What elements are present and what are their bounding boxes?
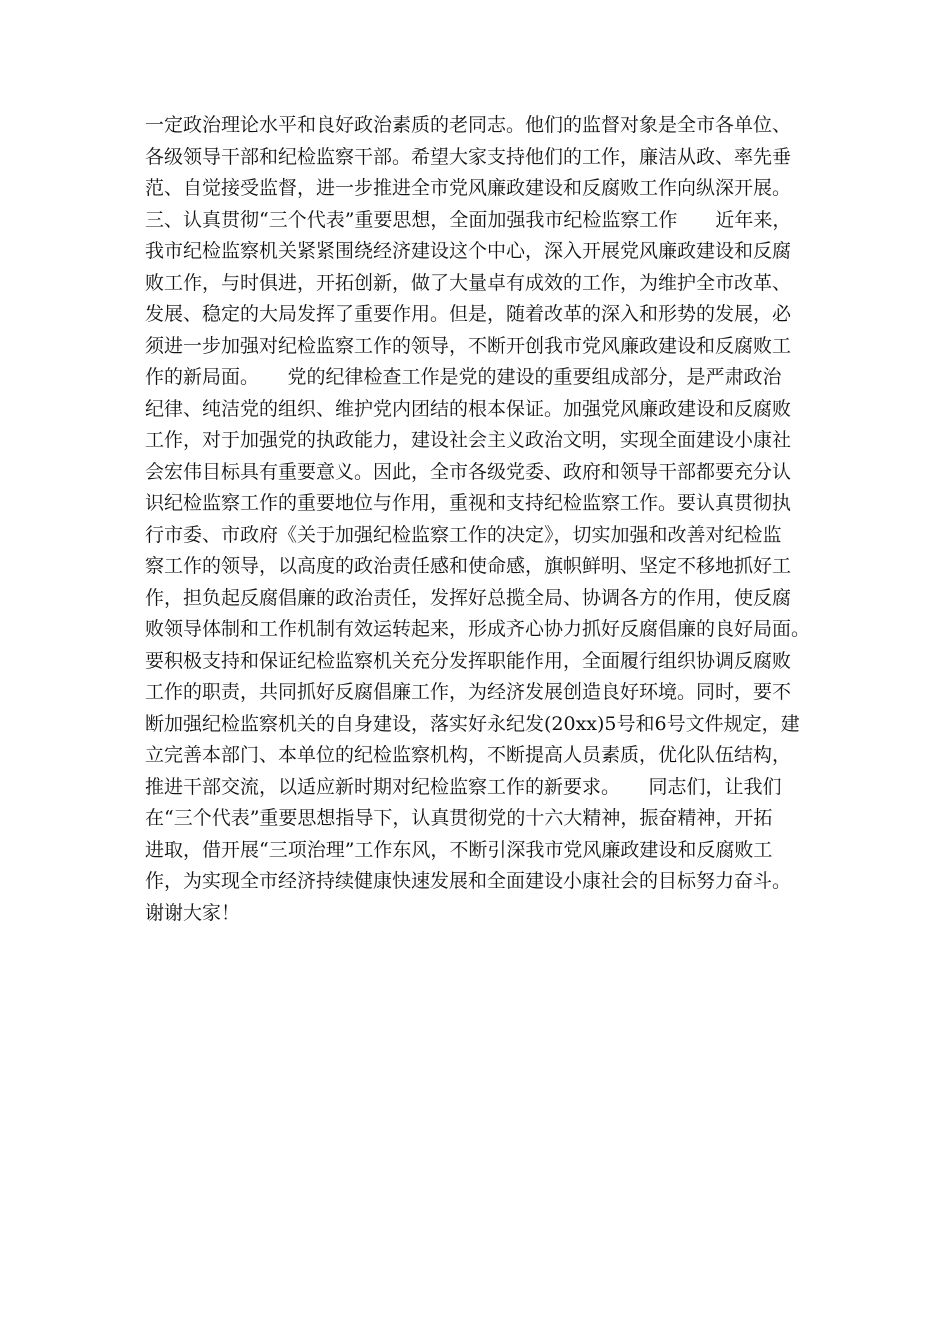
text-line-5: 我市纪检监察机关紧紧围绕经济建设这个中心，深入开展党风廉政建设和反腐 [145,240,792,262]
text-line-2: 各级领导干部和纪检监察干部。希望大家支持他们的工作，廉洁从政、率先垂 [145,145,792,168]
text-line-11: 工作，对于加强党的执政能力，建设社会主义政治文明，实现全面建设小康社 [145,429,792,451]
text-line-3: 范、自觉接受监督，进一步推进全市党风廉政建设和反腐败工作向纵深开展。 [145,177,792,199]
text-line-20: 断加强纪检监察机关的自身建设，落实好永纪发(20xx)5号和6号文件规定，建 [145,712,800,735]
text-line-7: 发展、稳定的大局发挥了重要作用。但是，随着改革的深入和形势的发展，必 [145,303,792,325]
text-line-14: 行市委、市政府《关于加强纪检监察工作的决定》，切实加强和改善对纪检监 [145,523,782,546]
text-line-6: 败工作，与时俱进，开拓创新，做了大量卓有成效的工作，为维护全市改革、 [145,271,792,294]
text-line-25: 作，为实现全市经济持续健康快速发展和全面建设小康社会的目标努力奋斗。 [145,870,792,892]
text-line-4: 三、认真贯彻“三个代表”重要思想，全面加强我市纪检监察工作 近年来， [145,208,792,231]
text-line-22: 推进干部交流，以适应新时期对纪检监察工作的新要求。 同志们，让我们 [145,775,782,798]
text-line-10: 纪律、纯洁党的组织、维护党内团结的根本保证。加强党风廉政建设和反腐败 [145,397,792,420]
text-line-19: 工作的职责，共同抓好反腐倡廉工作，为经济发展创造良好环境。同时，要不 [145,681,792,703]
text-line-8: 须进一步加强对纪检监察工作的领导，不断开创我市党风廉政建设和反腐败工 [145,334,792,357]
text-line-21: 立完善本部门、本单位的纪检监察机构，不断提高人员素质，优化队伍结构， [145,744,792,766]
document-body [145,110,815,929]
text-line-23: 在“三个代表”重要思想指导下，认真贯彻党的十六大精神，振奋精神，开拓 [145,807,773,829]
text-line-16: 作，担负起反腐倡廉的政治责任，发挥好总揽全局、协调各方的作用，使反腐 [145,586,792,609]
text-line-17: 败领导体制和工作机制有效运转起来，形成齐心协力抓好反腐倡廉的良好局面。 [145,618,811,640]
text-line-18: 要积极支持和保证纪检监察机关充分发挥职能作用，全面履行组织协调反腐败 [145,649,792,672]
text-line-15: 察工作的领导，以高度的政治责任感和使命感，旗帜鲜明、坚定不移地抓好工 [145,555,792,577]
text-line-26: 谢谢大家！ [145,901,241,924]
text-line-12: 会宏伟目标具有重要意义。因此，全市各级党委、政府和领导干部都要充分认 [145,460,792,483]
text-line-24: 进取，借开展“三项治理”工作东风，不断引深我市党风廉政建设和反腐败工 [145,838,773,861]
text-line-1: 一定政治理论水平和良好政治素质的老同志。他们的监督对象是全市各单位、 [145,114,792,136]
text-line-9: 作的新局面。 党的纪律检查工作是党的建设的重要组成部分，是严肃政治 [145,366,782,388]
text-line-13: 识纪检监察工作的重要地位与作用，重视和支持纪检监察工作。要认真贯彻执 [145,492,792,514]
